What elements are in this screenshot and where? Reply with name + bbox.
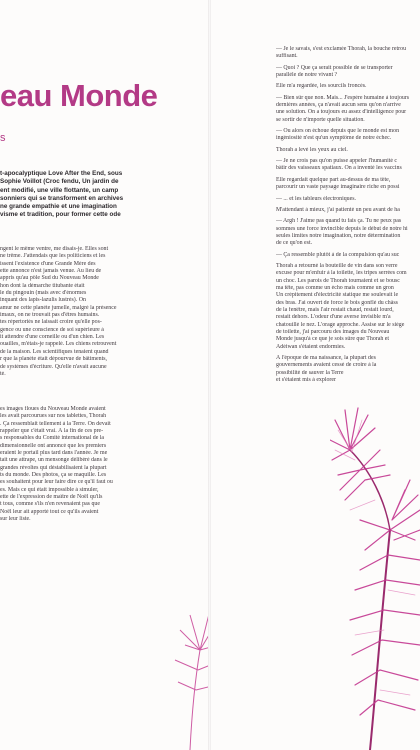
body-line: eraient le portail plus tard dans l'année. Je me [0,450,108,457]
paragraph [276,83,420,90]
paragraph [276,128,420,143]
body-text-block-1 [0,246,206,378]
paragraph-line: des bras. J'ai ouvert de force le bois gonflé du châss [276,299,398,306]
body-line: t tous, comme s'ils n'en revenaient pas que [0,501,100,508]
body-line: ts du monde. Des photos, ça se maquille. Les [0,472,107,479]
paragraph-line: — ... et les tableurs électroniques. [276,195,356,202]
paragraph [276,177,420,192]
body-line: it attendre d'une corneille ou d'un chien. Les [0,334,105,341]
paragraph-line: restait dehors. L'odeur d'une averse invisible m'a [276,314,391,321]
paragraph-line: Elle regardait quelque part au-dessus de ma tête, [276,176,391,183]
body-line: ouailles, m'étais-je rappelé. Les chiens retrouvent [0,341,117,348]
paragraph [276,263,420,351]
body-line: de systèmes d'écriture. Qu'elle n'avait aucune [0,363,107,370]
body-line: té. [0,370,6,377]
paragraph [276,46,420,61]
body-line: es images floues du Nouveau Monde avaient [0,406,106,412]
body-line: hon dont la démarche titubante était [0,282,85,289]
body-line: ette de l'expression de maître de Noël qu'ils [0,494,103,501]
paragraph-line: Thorah a retourné la bouteille de vin dans son verre [276,262,398,269]
paragraph-line: ingéniosité n'est qu'un symptôme de notre échec. [276,135,392,142]
paragraph-line: — Bien sûr que non. Mais... J'espère humaine à toujours [276,94,410,101]
body-line: es souhaitent pour leur faire dire ce qu'il faut ou [0,479,113,486]
paragraph-line: chatouillé le nez. L'orage approche. Assise sur le siège [276,321,405,328]
lead-line: sonniers qui se transforment en archives [0,194,124,202]
lead-line: t-apocalyptique Love After the End, sous [0,170,123,177]
paragraph [276,207,420,214]
paragraph [276,252,420,259]
body-line: les avait parcourues sur nos tablettes, Thorah [0,413,107,420]
body-line: grandes révoltes qui déstabilisaient la plupart [0,464,107,471]
body-line: es. Mais ce qui était impossible à simuler, [0,486,99,493]
paragraph-line: excuse pour m'enfuir à la toilette, les tripes serrées com [276,270,407,277]
body-line: appris qu'au pôle Sud du Nouveau Monde [0,275,99,282]
paragraph-line: — Je ne crois pas qu'on puisse appeler l'humanité c [276,158,398,165]
body-line: tait une attrape, un mensonge délibéré dans le [0,457,108,464]
body-line: r que la planète était dépourvue de bâtiments, [0,356,107,363]
paragraph-line: — Argh ! J'aime pas quand tu fais ça. Tu ne peux pas [276,218,402,225]
paragraph-line: parcourir un vaste paysage imaginaire riche en possi [276,184,400,191]
paragraph-line: Thorah a levé les yeux au ciel. [276,146,348,153]
pink-flower-illustration-right [330,380,420,750]
paragraph-line: — Quoi ? Que ça serait possible de se transporter [276,64,393,71]
body-line: ette annonce n'est jamais venue. Au lieu de [0,268,102,275]
paragraph-line: possibilité de sauver la Terre [276,369,344,376]
paragraph [276,95,420,124]
body-line: . Ça ressemblait tellement à la Terre. On devait [0,420,111,427]
paragraph-line: gouvernements avaient cessé de croire à la [276,362,377,369]
lead-line: ent modifié, une ville flottante, un camp [0,186,119,194]
page-subtitle: s [0,132,6,144]
paragraph-line: seules limites notre imagination, notre détermination [276,232,401,239]
paragraph-line: bâtir des vaisseaux spatiaux. On a inventé les vaccins [276,165,402,172]
lead-paragraph [0,170,206,220]
body-line: s responsables du Comité international de la [0,435,105,442]
paragraph [276,158,420,173]
paragraph-line: et s'étaient mis à explorer [276,377,336,384]
paragraph-line: ma tête, pas comme un écho mais comme un gron [276,284,394,291]
paragraph-line: un choc. Les parois de Thorah tournaient et se bousc [276,277,400,284]
paragraph-line: Monde jusqu'à ce que je sois sûre que Thorah et [276,336,390,343]
paragraph [276,196,420,203]
body-line: ngent le même ventre, me disais-je. Elles sont [0,246,109,252]
body-line: amur ne cette planète jumelle, malgré la présence [0,304,117,311]
lead-line: ne grande empathie et une imagination [0,203,117,211]
paragraph-line: — Je le savais, s'est exclamée Thorah, la bouche retrou [276,46,407,52]
paragraph-line: dernières années, ça n'avait aucun sens qu'on n'arrive [276,102,401,109]
body-line: inquant des lapis-lazulis lustrés). On [0,297,86,304]
body-line: tes répertoriés ne laissait croire qu'elle pos- [0,319,102,326]
paragraph-line: Elle m'a regardée, les sourcils froncés. [276,83,367,90]
body-line: de la maison. Les scientifiques tenaient quand [0,348,109,355]
paragraph-line: M'attendant à mieux, j'ai patienté un peu avant de ha [276,206,400,213]
paragraph-line: de ce qu'on est. [276,240,313,247]
paragraph-line: — Ou alors on échoue depuis que le monde est mon [276,128,400,135]
body-line: imaux, on ne trouvait pas d'êtres humains. [0,312,100,319]
body-line: ne trême. J'attendais que les politiciens et les [0,253,106,260]
right-column-text [276,46,420,388]
paragraph-line: À l'époque de ma naissance, la plupart des [276,355,376,362]
body-line: issent l'existence d'une Grande Mère des [0,260,96,267]
paragraph-line: sommes une force invincible depuis le début de notre hi [276,225,408,232]
body-line: dimensionnelle ont annoncé que les premiers [0,442,107,449]
paragraph-line: se sortir de n'importe quelle situation. [276,116,365,123]
lead-line: Sophie Voillot (Croc fendu, Un jardin de [0,178,119,186]
pink-flower-illustration-left [160,590,210,750]
body-line: sur leur liste. [0,516,31,523]
paragraph [276,147,420,154]
body-text-block-2 [0,406,206,524]
body-line: gence ou une conscience de soi supérieure à [0,326,104,333]
paragraph-line: de toilette, j'ai parcouru des images du Nouveau [276,329,390,335]
paragraph-line: Adéiwan s'étaient endormies. [276,343,346,350]
right-page [210,0,420,750]
body-line: Noël leur ait apporté tout ce qu'ils avaient [0,508,99,515]
paragraph-line: parallèle de notre vivant ? [276,72,338,79]
paragraph [276,218,420,247]
paragraph-line: — Ça ressemble plutôt à de la compulsion qu'au suc [276,251,400,258]
body-line: le du pingouin (mais avec d'énormes [0,290,87,297]
page-title: eau Monde [0,78,158,113]
body-line: rappeler que c'était vrai. À la fin de ces pre- [0,428,104,435]
paragraph-line: Un crépitement d'électricité statique me soulevait le [276,292,399,299]
paragraph-line: de la fenêtre, mais l'air restait chaud, restait lourd, [276,306,394,313]
paragraph-line: une solution. On a toujours eu assez d'intelligence pour [276,109,407,116]
paragraph-line: suffisant. [276,53,298,60]
lead-line: visme et tradition, pour former cette ode [0,211,121,219]
paragraph [276,65,420,80]
